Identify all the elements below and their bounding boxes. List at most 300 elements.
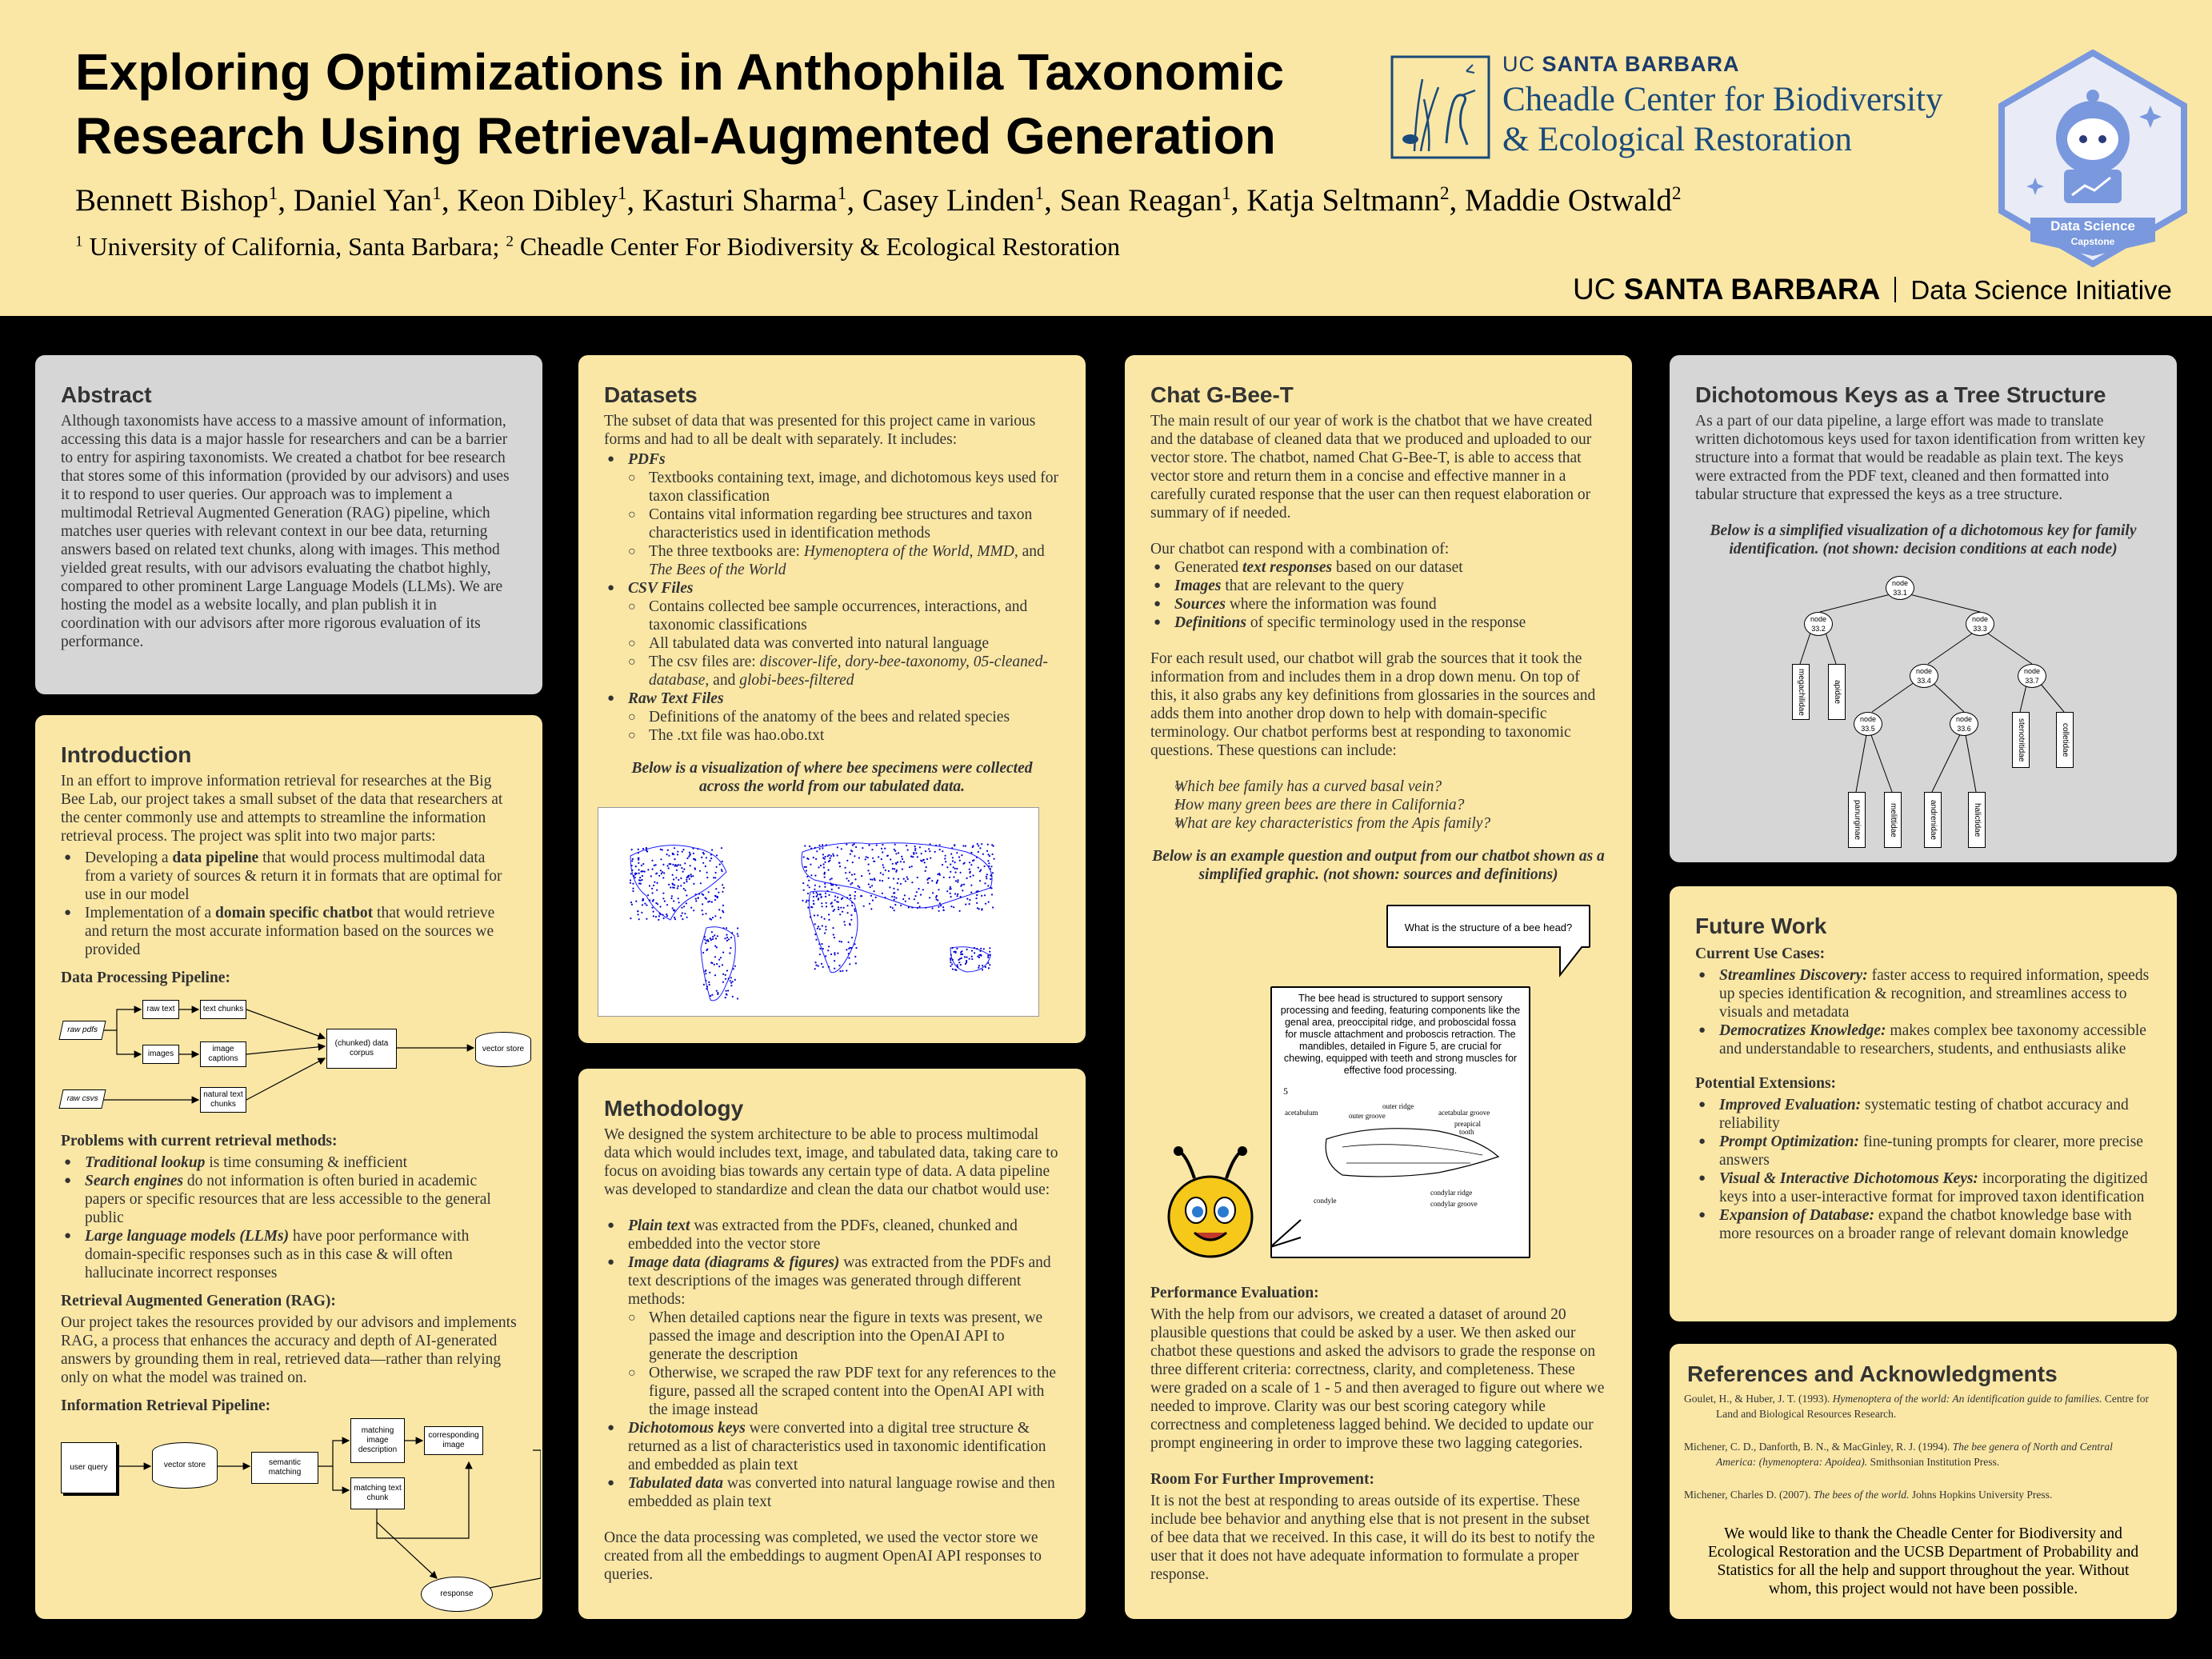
specimen-point <box>858 886 860 888</box>
specimen-point <box>710 857 712 859</box>
specimen-point <box>642 904 643 905</box>
specimen-point <box>949 888 950 889</box>
author-affiliation: 1 <box>1222 183 1231 204</box>
list-item: ○ The .txt file was hao.obo.txt <box>604 726 1060 745</box>
specimen-point <box>693 853 694 854</box>
specimen-point <box>964 956 966 957</box>
answer-text: The bee head is structured to support sensory processing and feeding, featuring components like the genal area, preoccipital ridge, and proboscidal fossa for muscle attachment and proboscis retraction. The mandibles, detailed in Figure 5, are crucial for chewing, equipped with teeth and strong muscles for effective food processing. <box>1280 993 1521 1076</box>
specimen-point <box>709 918 710 920</box>
specimen-point <box>869 873 870 874</box>
specimen-point <box>703 853 705 854</box>
specimen-point <box>970 864 972 865</box>
specimen-point <box>828 945 830 947</box>
specimen-point <box>726 969 728 971</box>
specimen-point <box>950 853 952 855</box>
specimen-point <box>678 897 679 899</box>
specimen-point <box>676 865 678 867</box>
specimen-point <box>834 968 835 969</box>
list-item: ● Raw Text Files <box>604 690 1060 708</box>
author-affiliation: 1 <box>432 183 442 204</box>
data-pipeline-label: Data Processing Pipeline: <box>61 969 230 986</box>
specimen-point <box>851 905 853 906</box>
specimen-point <box>672 883 674 885</box>
specimen-point <box>989 855 990 857</box>
specimen-point <box>682 849 684 850</box>
chat-features-list <box>1150 558 1606 632</box>
specimen-point <box>702 903 703 905</box>
specimen-point <box>726 927 727 929</box>
specimen-point <box>854 891 856 893</box>
specimen-point <box>915 852 917 853</box>
extensions-heading: Potential Extensions: <box>1695 1075 1837 1092</box>
datasets-intro: The subset of data that was presented for this project came in various forms and had to all be dealt with separately. It includes: <box>604 413 1036 448</box>
specimen-point <box>814 889 815 890</box>
specimen-point <box>882 880 883 881</box>
specimen-point <box>828 869 830 871</box>
specimen-point <box>822 948 824 949</box>
list-item: ○ All tabulated data was converted into natural language <box>604 634 1060 653</box>
specimen-point <box>821 943 822 945</box>
specimen-point <box>813 857 814 858</box>
specimen-point <box>808 880 810 881</box>
dichotomous-heading: Dichotomous Keys as a Tree Structure <box>1695 382 2106 407</box>
future-work-panel <box>1670 886 2177 1321</box>
problems-list <box>61 1153 517 1282</box>
specimen-point <box>710 937 711 939</box>
specimen-point <box>632 890 634 892</box>
tree-node-n6: node 33.6 <box>1950 712 1978 736</box>
specimen-point <box>926 858 928 860</box>
specimen-point <box>900 905 902 906</box>
specimen-point <box>960 953 962 955</box>
user-question-bubble: What is the structure of a bee head? <box>1386 905 1590 948</box>
specimen-point <box>977 907 978 909</box>
specimen-point <box>846 844 847 845</box>
specimen-point <box>708 891 710 893</box>
specimen-point <box>839 913 841 915</box>
specimen-point <box>962 845 964 846</box>
specimen-point <box>961 957 962 959</box>
specimen-point <box>630 879 631 881</box>
specimen-point <box>705 913 706 914</box>
specimen-point <box>714 934 715 936</box>
specimen-point <box>879 880 881 881</box>
specimen-point <box>686 857 688 859</box>
vector-store-node: vector store <box>475 1032 531 1067</box>
specimen-point <box>716 990 718 992</box>
specimen-point <box>834 909 835 910</box>
references-panel <box>1670 1344 2177 1619</box>
specimen-point <box>653 885 654 886</box>
specimen-point <box>990 868 991 869</box>
specimen-point <box>806 876 808 877</box>
specimen-point <box>977 956 978 957</box>
specimen-point <box>700 882 702 884</box>
specimen-point <box>705 897 706 898</box>
svg-text:Capstone: Capstone <box>2070 236 2115 247</box>
abstract-panel <box>35 355 542 694</box>
specimen-point <box>846 969 847 971</box>
specimen-point <box>649 899 650 901</box>
specimen-point <box>633 875 634 877</box>
matching-image-description-node: matching image description <box>350 1418 405 1463</box>
specimen-point <box>668 855 670 857</box>
list-item: ○ Otherwise, we scraped the raw PDF text for any references to the figure, passed all the scraped content into the OpenAI API with the image instead <box>604 1364 1060 1419</box>
specimen-point <box>951 947 953 949</box>
specimen-point <box>896 869 898 871</box>
cheadle-center-logo <box>1390 52 1998 160</box>
specimen-point <box>689 878 690 880</box>
chat-heading: Chat G-Bee-T <box>1150 382 1294 407</box>
specimen-point <box>868 864 870 865</box>
specimen-point <box>705 865 706 867</box>
author-name: Katja Seltmann <box>1246 183 1440 218</box>
specimen-point <box>978 845 979 846</box>
specimen-point <box>821 963 822 965</box>
specimen-point <box>914 849 916 851</box>
specimen-point <box>953 951 954 953</box>
specimen-point <box>702 952 704 953</box>
specimen-point <box>718 965 720 967</box>
specimen-point <box>807 885 809 886</box>
specimen-point <box>702 862 704 864</box>
list-item: ○ Contains collected bee sample occurrences, interactions, and taxonomic classifications <box>604 598 1060 634</box>
specimen-point <box>684 862 686 864</box>
specimen-point <box>966 877 968 879</box>
specimen-point <box>917 856 918 857</box>
specimen-point <box>662 893 664 894</box>
specimen-point <box>894 896 895 897</box>
specimen-point <box>894 892 895 893</box>
specimen-point <box>738 935 739 937</box>
specimen-point <box>897 861 898 863</box>
specimen-point <box>976 948 978 949</box>
chat-sources-paragraph: For each result used, our chatbot will grab the sources that it took the information from and includes them in a drop down menu. On top of this, it also grabs any key definitions from glossaries in the sources and adds them into another drop down to help with domain-specific terminology. Our chatbot performs best at responding to taxonomic questions. These questions can include: <box>1150 650 1596 759</box>
specimen-point <box>730 982 732 984</box>
specimen-point <box>641 912 642 913</box>
specimen-point <box>730 977 732 978</box>
specimen-point <box>837 953 838 954</box>
specimen-point <box>637 910 638 912</box>
specimen-point <box>725 997 726 998</box>
specimen-point <box>710 853 712 855</box>
specimen-point <box>681 867 682 869</box>
specimen-point <box>926 879 928 881</box>
specimen-point <box>870 895 872 897</box>
retrieval-pipeline-label: Information Retrieval Pipeline: <box>61 1397 271 1414</box>
specimen-point <box>914 898 915 900</box>
specimen-point <box>813 892 814 893</box>
specimen-point <box>704 936 706 937</box>
specimen-point <box>905 881 906 882</box>
specimen-point <box>683 882 685 884</box>
specimen-point <box>920 860 922 861</box>
specimen-point <box>726 990 727 992</box>
specimen-point <box>722 905 724 906</box>
specimen-point <box>905 901 906 902</box>
specimen-point <box>662 914 663 916</box>
specimen-point <box>726 934 727 936</box>
tree-node-n3: node 33.3 <box>1966 612 1994 636</box>
specimen-point <box>978 967 979 969</box>
specimen-point <box>949 877 950 878</box>
specimen-point <box>707 901 709 902</box>
specimen-point <box>870 878 871 880</box>
svg-text:5: 5 <box>1283 1085 1288 1097</box>
specimen-point <box>828 894 830 896</box>
specimen-point <box>678 885 679 887</box>
specimen-point <box>674 909 675 911</box>
specimen-point <box>726 940 728 941</box>
specimen-point <box>987 962 989 964</box>
poster-header <box>0 0 2212 316</box>
specimen-point <box>898 852 899 853</box>
specimen-point <box>709 901 710 902</box>
specimen-point <box>660 849 662 850</box>
tree-node-n5: node 33.5 <box>1854 712 1882 736</box>
specimen-point <box>666 915 668 917</box>
specimen-point <box>871 849 873 850</box>
specimen-point <box>652 869 654 870</box>
specimen-point <box>843 921 845 922</box>
list-item: ● Traditional lookup is time consuming & inefficient <box>61 1153 517 1172</box>
specimen-point <box>894 850 896 852</box>
specimen-point <box>695 900 697 901</box>
specimen-point <box>639 877 641 878</box>
specimen-point <box>827 855 829 857</box>
specimen-point <box>680 885 682 886</box>
corresponding-image-node: corresponding image <box>424 1426 483 1455</box>
specimen-point <box>952 860 954 861</box>
specimen-point <box>924 861 926 863</box>
specimen-point <box>638 849 639 850</box>
specimen-point <box>867 869 869 871</box>
author-affiliation: 1 <box>1034 183 1045 204</box>
list-item: ○ How many green bees are there in California? <box>1150 796 1606 814</box>
specimen-point <box>688 875 690 877</box>
specimen-point <box>966 949 968 950</box>
specimen-point <box>819 848 821 849</box>
specimen-point <box>904 894 906 896</box>
specimen-point <box>984 894 986 896</box>
specimen-point <box>874 861 875 862</box>
specimen-point <box>737 927 738 929</box>
specimen-point <box>944 857 946 859</box>
specimen-point <box>679 864 681 865</box>
specimen-point <box>712 938 714 940</box>
author-name: Daniel Yan <box>293 183 433 218</box>
specimen-point <box>825 896 826 897</box>
specimen-point <box>820 893 822 895</box>
specimen-point <box>630 873 632 874</box>
heron-logo-icon <box>1390 55 1490 159</box>
specimen-point <box>828 919 830 921</box>
specimen-point <box>989 964 990 965</box>
specimen-point <box>820 865 822 866</box>
raw-text-node: raw text <box>142 1000 179 1019</box>
specimen-point <box>888 870 890 872</box>
specimen-point <box>972 860 974 861</box>
cheadle-name-line1: Cheadle Center for Biodiversity <box>1502 81 1943 118</box>
specimen-point <box>837 854 838 856</box>
specimen-point <box>659 905 661 907</box>
specimen-point <box>813 896 814 897</box>
specimen-point <box>906 845 907 846</box>
specimen-point <box>834 960 835 961</box>
author-affiliation: 1 <box>268 183 278 204</box>
specimen-point <box>986 850 988 852</box>
specimen-point <box>978 867 979 869</box>
specimen-point <box>953 866 954 868</box>
specimen-point <box>854 895 856 897</box>
specimen-point <box>834 952 835 953</box>
specimen-point <box>804 866 806 868</box>
reference-item: Michener, Charles D. (2007). The bees of the world. Johns Hopkins University Press. <box>1684 1489 2053 1501</box>
specimen-point <box>988 967 990 969</box>
specimen-point <box>950 893 951 894</box>
specimen-point <box>971 956 973 957</box>
specimen-point <box>868 883 870 885</box>
svg-text:condylar ridge: condylar ridge <box>1430 1189 1473 1197</box>
specimen-point <box>630 901 632 903</box>
specimen-point <box>961 854 962 856</box>
specimen-point <box>929 850 930 852</box>
specimen-point <box>672 853 674 855</box>
specimen-point <box>721 869 722 870</box>
specimen-point <box>690 907 692 909</box>
specimen-point <box>839 970 841 972</box>
specimen-point <box>975 897 977 899</box>
specimen-point <box>709 972 710 973</box>
specimen-point <box>939 849 941 850</box>
specimen-point <box>861 875 862 877</box>
specimen-point <box>653 911 654 913</box>
specimen-point <box>987 885 989 886</box>
specimen-point <box>976 894 978 896</box>
specimen-point <box>882 851 883 853</box>
specimen-point <box>667 849 669 851</box>
specimen-point <box>982 969 983 970</box>
specimen-point <box>690 873 692 875</box>
specimen-point <box>824 933 826 934</box>
specimen-point <box>854 956 856 957</box>
problems-heading: Problems with current retrieval methods: <box>61 1133 338 1149</box>
specimen-point <box>833 855 834 857</box>
specimen-point <box>953 876 954 877</box>
tree-leaf-andrenidae: andrenidae <box>1924 792 1942 848</box>
affiliations: $^1$ University of California, Santa Barbara; $^2$ Cheadle Center For Biodiversity & Ecological Restoration <box>75 232 1120 261</box>
svg-text:preapical: preapical <box>1454 1120 1481 1128</box>
specimen-point <box>838 887 839 889</box>
specimen-point <box>935 898 937 900</box>
specimen-point <box>674 917 675 918</box>
specimen-point <box>854 897 855 899</box>
specimen-point <box>851 882 853 884</box>
specimen-point <box>979 880 981 881</box>
specimen-point <box>704 938 706 940</box>
specimen-point <box>706 940 707 941</box>
specimen-point <box>960 896 962 897</box>
specimen-point <box>826 890 828 892</box>
specimen-point <box>942 909 944 911</box>
specimen-point <box>994 858 995 860</box>
specimen-point <box>991 893 993 895</box>
specimen-point <box>820 897 822 898</box>
reference-item: Michener, C. D., Danforth, B. N., & MacGinley, R. J. (1994). The bee genera of North and Central America: (hymenoptera: Apoidea). Smithsonian Institution Press. <box>1684 1441 2113 1468</box>
specimen-point <box>970 885 972 886</box>
list-item: ○ Textbooks containing text, image, and dichotomous keys used for taxon classification <box>604 469 1060 506</box>
specimen-point <box>677 887 678 889</box>
user-query-node: user query <box>61 1442 117 1493</box>
tree-leaf-megachilidae: megachilidae <box>1792 664 1810 720</box>
specimen-point <box>888 877 890 879</box>
tree-leaf-melittidae: melittidae <box>1884 792 1902 848</box>
list-item: ● Dichotomous keys were converted into a digital tree structure & returned as a list of characteristics used in taxonomic identification and embedded as plain text <box>604 1419 1060 1474</box>
specimen-point <box>984 882 986 884</box>
specimen-point <box>674 865 676 867</box>
specimen-point <box>984 865 986 867</box>
list-item: ● Visual & Interactive Dichotomous Keys: incorporating the digitized keys into a user-interactive format for improved taxon identification <box>1695 1169 2151 1206</box>
specimen-point <box>911 856 913 857</box>
specimen-point <box>966 961 967 963</box>
specimen-point <box>715 937 717 939</box>
specimen-point <box>894 904 896 905</box>
specimen-point <box>851 901 853 903</box>
specimen-point <box>939 874 941 876</box>
specimen-point <box>914 848 916 849</box>
specimen-point <box>634 873 636 874</box>
specimen-point <box>832 884 834 885</box>
specimen-point <box>707 941 709 942</box>
specimen-point <box>686 894 687 896</box>
specimen-point <box>711 901 713 903</box>
specimen-point <box>842 911 843 913</box>
specimen-point <box>656 889 658 891</box>
specimen-point <box>824 856 826 857</box>
specimen-point <box>892 863 894 865</box>
specimen-point <box>846 897 848 898</box>
specimen-point <box>631 904 633 905</box>
specimen-point <box>953 906 954 908</box>
specimen-point <box>715 872 717 873</box>
specimen-point <box>882 864 884 865</box>
svg-text:condylar groove: condylar groove <box>1430 1200 1478 1208</box>
specimen-point <box>682 918 683 920</box>
specimen-point <box>886 855 888 857</box>
specimen-point <box>816 896 818 897</box>
specimen-point <box>957 895 958 897</box>
specimen-point <box>703 984 705 985</box>
specimen-point <box>902 869 903 870</box>
specimen-point <box>822 966 824 968</box>
specimen-point <box>730 985 732 986</box>
specimen-point <box>674 858 675 860</box>
specimen-point <box>849 963 850 965</box>
specimen-point <box>923 859 925 861</box>
specimen-point <box>854 943 855 945</box>
specimen-point <box>826 844 827 845</box>
specimen-point <box>635 901 637 902</box>
specimen-point <box>988 901 990 903</box>
specimen-point <box>644 871 646 873</box>
specimen-point <box>957 964 958 965</box>
specimen-point <box>682 871 684 873</box>
specimen-point <box>951 847 953 849</box>
specimen-point <box>638 862 639 864</box>
specimen-point <box>972 845 974 846</box>
specimen-point <box>670 863 671 865</box>
specimen-point <box>682 851 683 853</box>
